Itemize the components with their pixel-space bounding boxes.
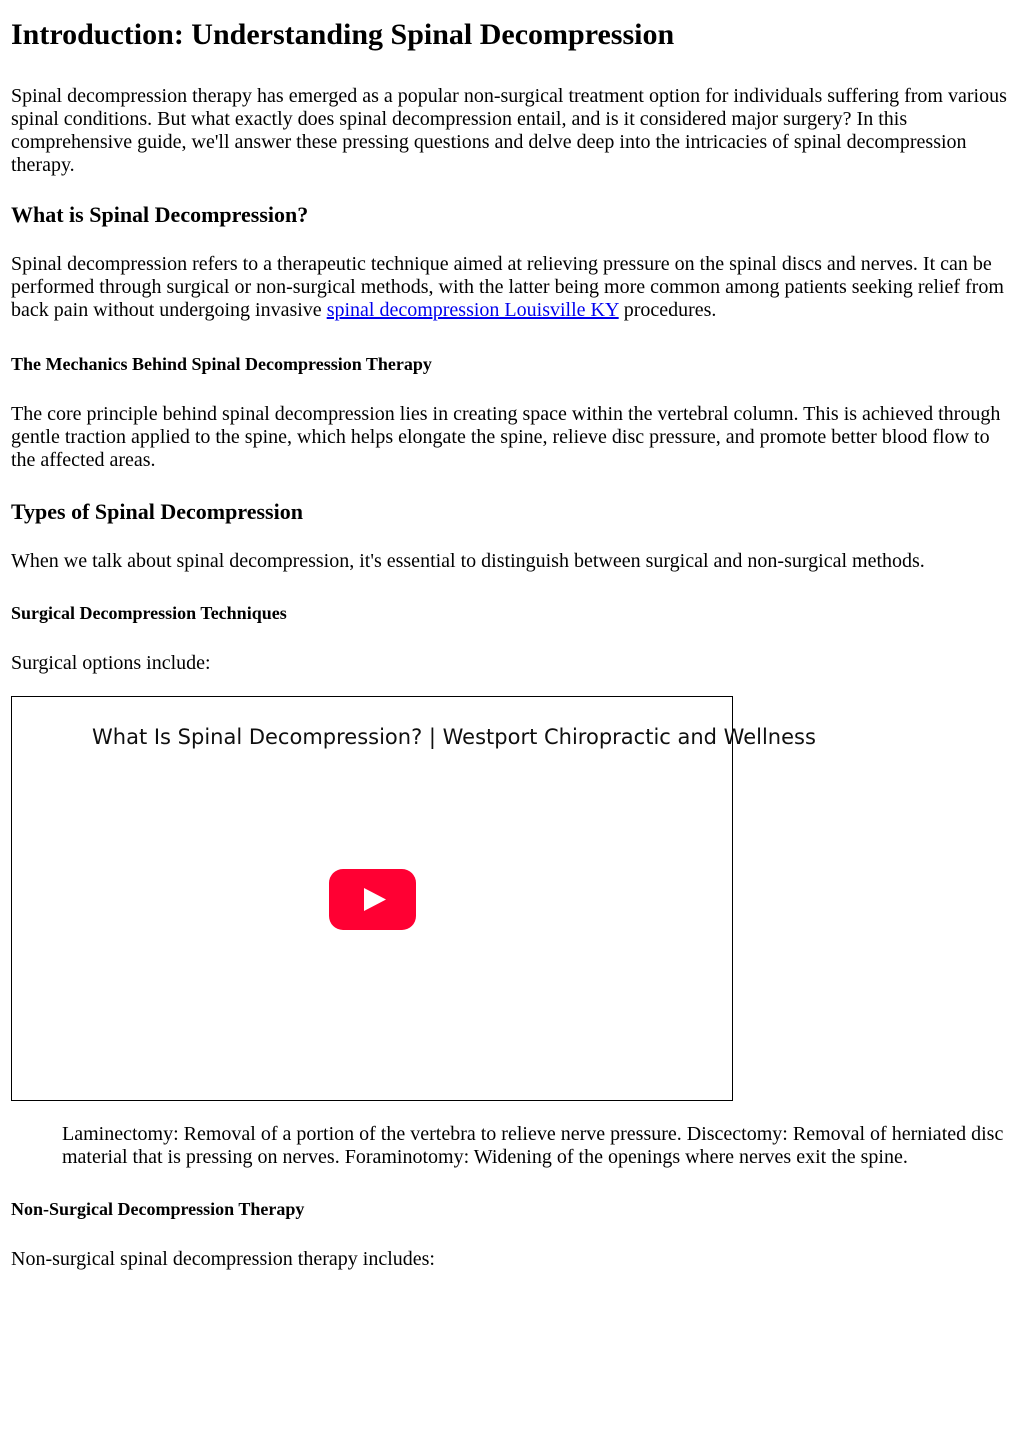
- video-title[interactable]: What Is Spinal Decompression? | Westport Chiropractic and Wellness: [92, 725, 816, 749]
- section-heading-mechanics: The Mechanics Behind Spinal Decompression Therapy: [11, 354, 432, 374]
- page-title: Introduction: Understanding Spinal Decompression: [11, 18, 675, 51]
- what-is-text-start: Spinal decompression refers to a therapeutic technique aimed at relieving pressure on the spinal discs and nerves. It can be performed through surgical or non-surgical methods, with the latter being more common among patients seeking relief from back pain without undergoing invasive: [11, 253, 1004, 321]
- non-surgical-paragraph: Non-surgical spinal decompression therapy includes:: [11, 1248, 435, 1270]
- play-button[interactable]: [329, 869, 416, 930]
- surgical-techniques-list: [62, 1123, 1014, 1169]
- section-heading-non-surgical: Non-Surgical Decompression Therapy: [11, 1199, 305, 1219]
- section-heading-surgical: Surgical Decompression Techniques: [11, 603, 287, 623]
- section-heading-what-is: What is Spinal Decompression?: [11, 202, 309, 227]
- play-icon: [329, 869, 416, 930]
- intro-paragraph: Spinal decompression therapy has emerged as a popular non-surgical treatment option for individuals suffering from various spinal conditions. But what exactly does spinal decompression entail, and is it considered major surgery? In this comprehensive guide, we'll answer these pressing questions and delve deep into the intricacies of spinal decompression therapy.: [11, 85, 1007, 176]
- list-item: Laminectomy: Removal of a portion of the vertebra to relieve nerve pressure. Discectomy: Removal of herniated disc material that is pressing on nerves. Foraminotomy: Widening of the openings where nerves exit the spine.: [62, 1123, 1004, 1168]
- video-embed[interactable]: [11, 696, 816, 1101]
- what-is-paragraph: [11, 253, 1014, 322]
- what-is-text-end: procedures.: [618, 299, 717, 321]
- mechanics-paragraph: The core principle behind spinal decompression lies in creating space within the vertebral column. This is achieved through gentle traction applied to the spine, which helps elongate the spine, relieve disc pressure, and promote better blood flow to the affected areas.: [11, 403, 1001, 471]
- types-paragraph: When we talk about spinal decompression, it's essential to distinguish between surgical and non-surgical methods.: [11, 550, 925, 572]
- spinal-decompression-louisville-link[interactable]: spinal decompression Louisville KY: [326, 299, 619, 321]
- surgical-options-paragraph: Surgical options include:: [11, 652, 211, 674]
- section-heading-types: Types of Spinal Decompression: [11, 499, 303, 524]
